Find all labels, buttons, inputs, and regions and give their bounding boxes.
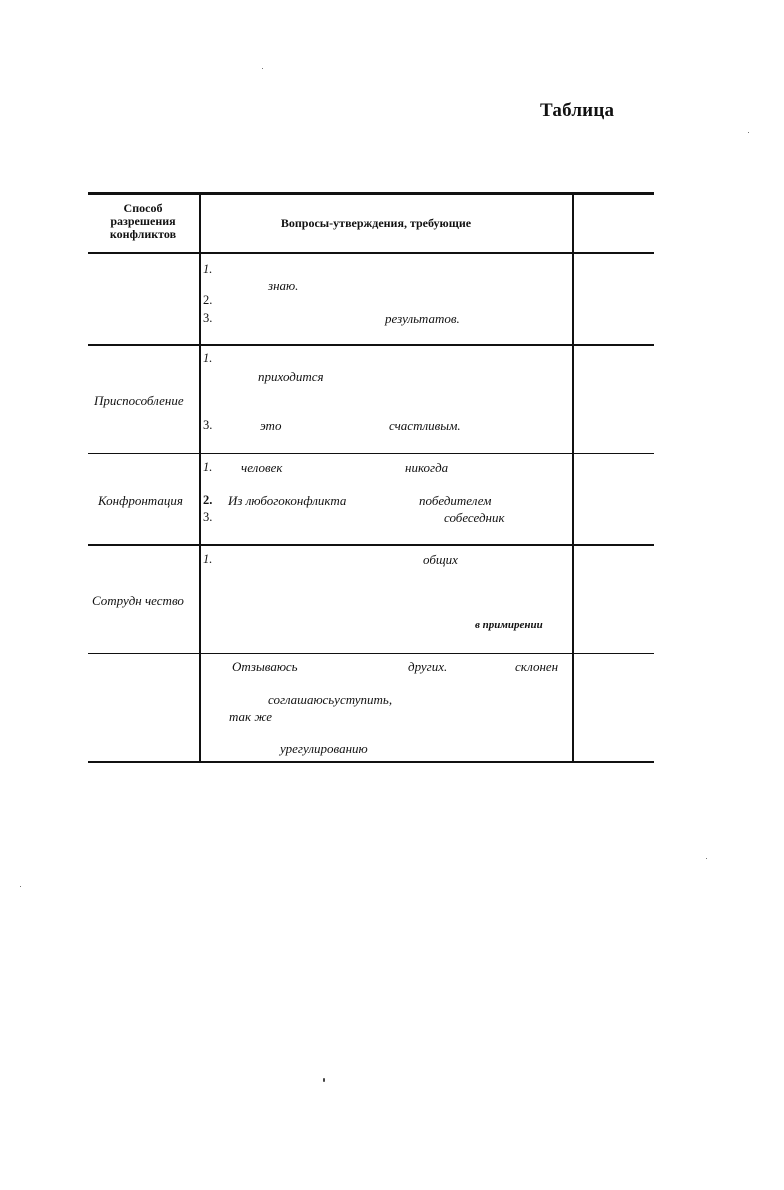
row2-method: Приспособление xyxy=(94,393,184,408)
row1-item-number: 3. xyxy=(203,311,213,325)
row4-text: в примирении xyxy=(475,619,543,631)
row3-item-number: 1. xyxy=(203,460,213,474)
row1-text: знаю. xyxy=(268,278,299,293)
row1-text: результатов. xyxy=(385,311,460,326)
row4-item-number: 1. xyxy=(203,552,213,566)
table-header-divider xyxy=(88,252,654,254)
scan-speck xyxy=(323,1078,325,1082)
row3-text: Из любогоконфликта xyxy=(228,493,347,508)
row4-method: Сотрудн чество xyxy=(92,593,184,608)
row3-text: победителем xyxy=(419,493,492,508)
row3-method: Конфронтация xyxy=(98,493,183,508)
scan-speck xyxy=(706,858,707,859)
row-divider xyxy=(88,653,654,654)
row5-text: Отзываюсь xyxy=(232,659,298,674)
row-divider xyxy=(88,344,654,346)
row1-item-number: 1. xyxy=(203,262,213,276)
row3-item-number: 3. xyxy=(203,510,213,524)
scan-speck xyxy=(748,132,749,133)
row5-text: урегулированию xyxy=(280,741,368,756)
column-divider xyxy=(199,192,201,763)
row3-item-number: 2. xyxy=(203,493,213,507)
row5-text: других. xyxy=(408,659,448,674)
row2-item-number: 3. xyxy=(203,418,213,432)
scan-speck xyxy=(262,68,263,69)
row3-text: никогда xyxy=(405,460,449,475)
table-bottom-border xyxy=(88,761,654,763)
header-method-column: Способ разрешения конфликтов xyxy=(109,201,177,241)
row3-text: человек xyxy=(241,460,283,475)
table-top-border xyxy=(88,192,654,195)
scan-speck xyxy=(20,886,21,887)
row-divider xyxy=(88,453,654,454)
row2-item-number: 1. xyxy=(203,351,213,365)
row4-text: общих xyxy=(423,552,458,567)
row1-item-number: 2. xyxy=(203,293,213,307)
row-divider xyxy=(88,544,654,546)
row5-text: так же xyxy=(229,709,273,724)
row3-text: собеседник xyxy=(444,510,505,525)
page-title: Таблица xyxy=(540,100,615,121)
row2-text: приходится xyxy=(258,369,324,384)
row2-text: счастливым. xyxy=(389,418,461,433)
row5-text: соглашаюсьуступить, xyxy=(268,692,393,707)
header-questions-column: Вопросы-утверждения, требующие xyxy=(280,216,472,230)
row2-text: это xyxy=(260,418,282,433)
row5-text: склонен xyxy=(515,659,559,674)
column-divider xyxy=(572,192,574,763)
